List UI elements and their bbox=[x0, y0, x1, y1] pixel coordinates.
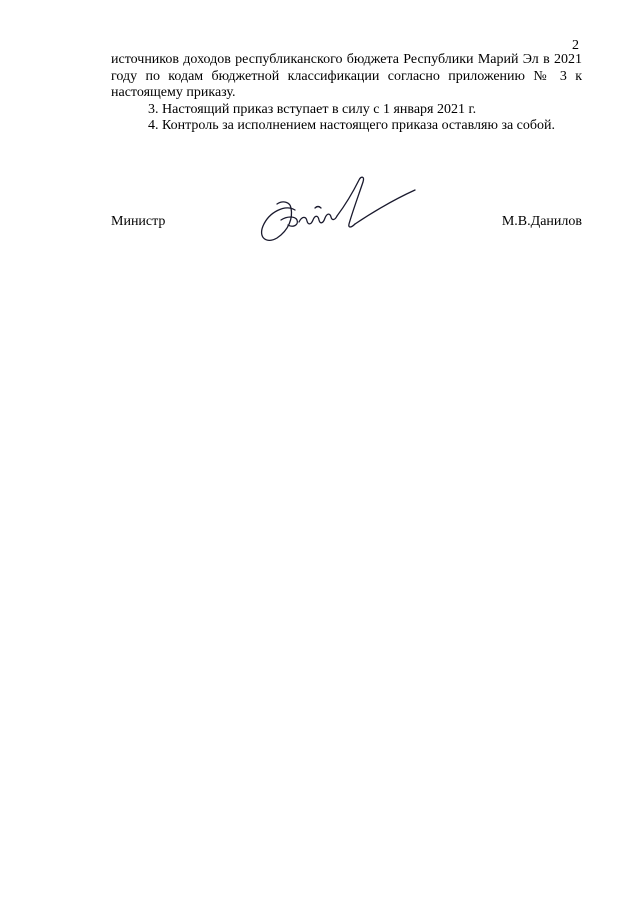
signature-block bbox=[111, 210, 582, 240]
document-body bbox=[111, 52, 582, 135]
paragraph-control: 4. Контроль за исполнением настоящего приказа оставляю за собой. bbox=[148, 118, 556, 133]
paragraph-continuation: источников доходов республиканского бюджета Республики Марий Эл в 2021 году по кодам бюджетной классификации согласно приложению № 3 к настоящему приказу. bbox=[111, 52, 582, 100]
page-number: 2 bbox=[572, 38, 579, 53]
signatory-name: М.В.Данилов bbox=[501, 214, 582, 229]
paragraph-effective-date: 3. Настоящий приказ вступает в силу с 1 января 2021 г. bbox=[148, 101, 477, 117]
signatory-position: Министр bbox=[111, 214, 166, 229]
